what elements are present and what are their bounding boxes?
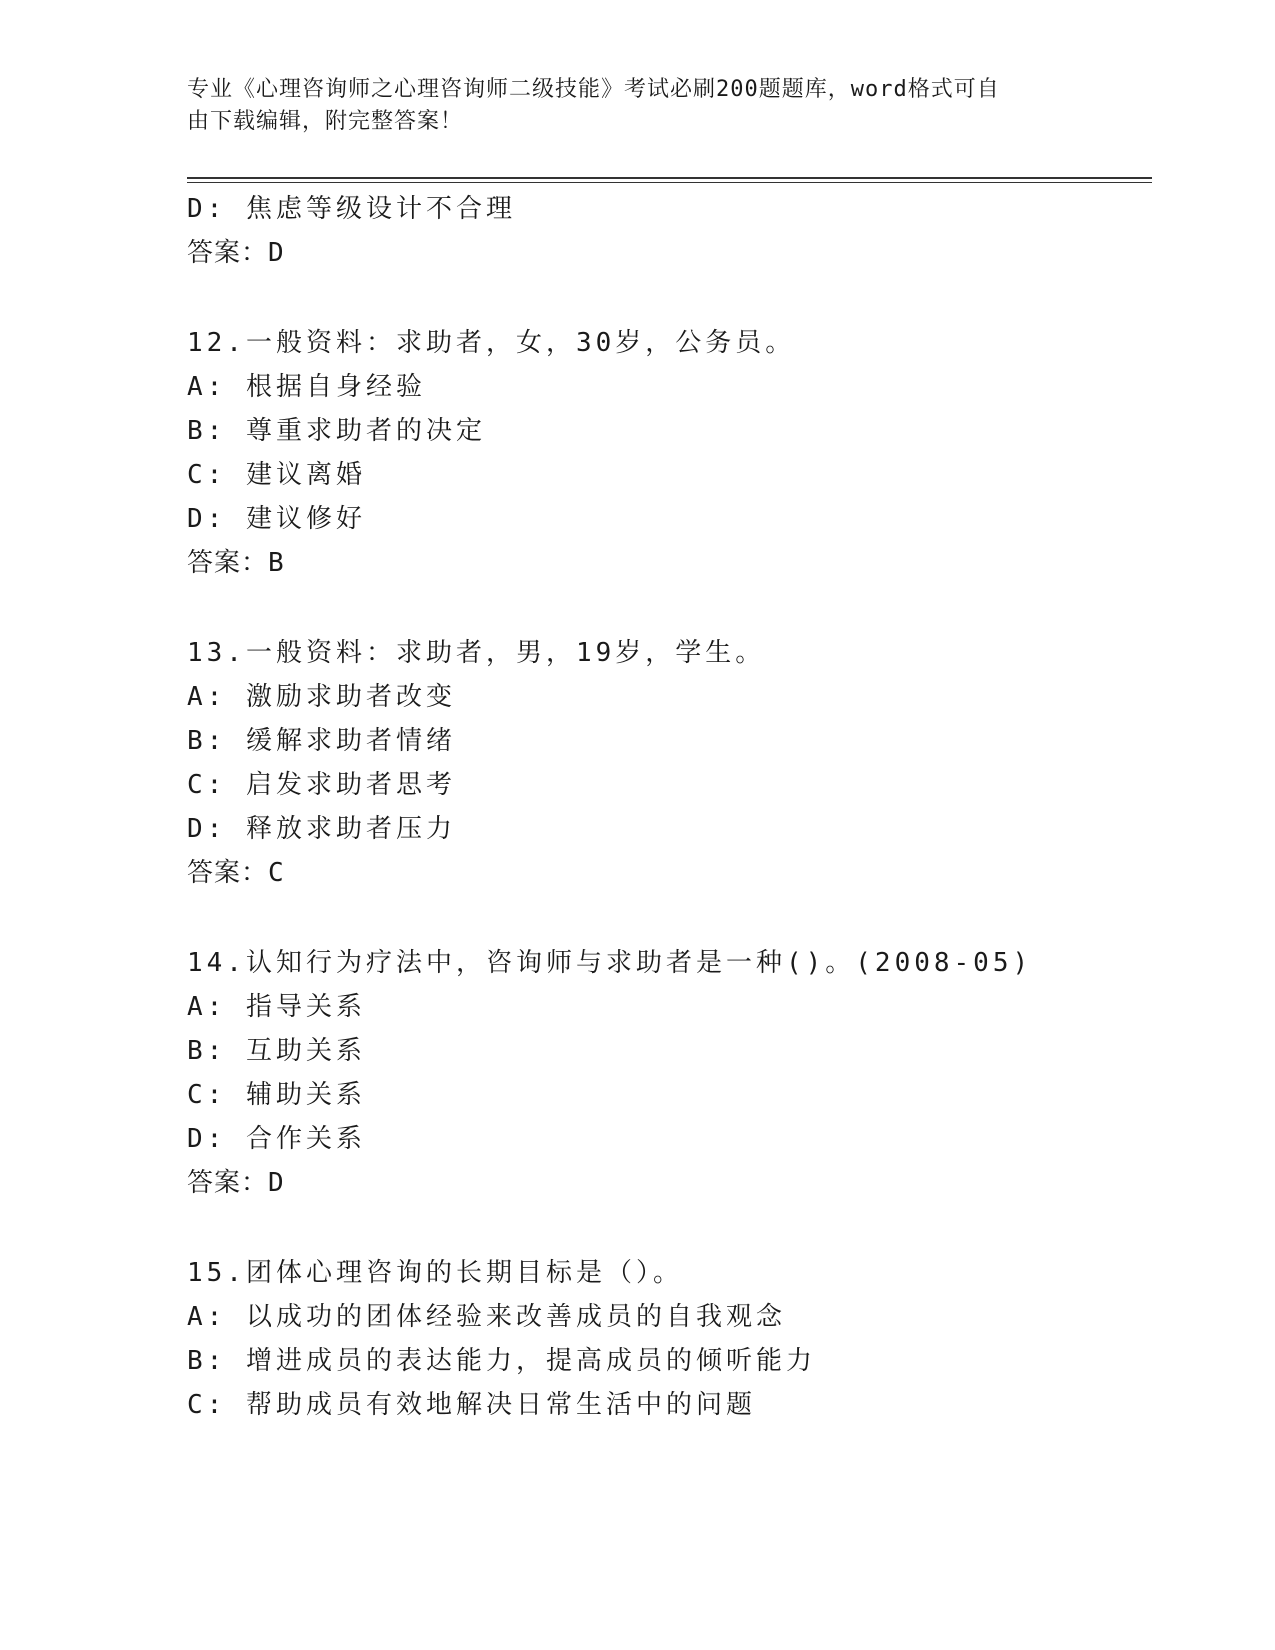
answer-label: 答案： (187, 858, 269, 888)
question-14-option-c: C: 辅助关系 (187, 1080, 366, 1110)
question-14-option-a: A: 指导关系 (187, 992, 366, 1022)
question-12-option-b: B: 尊重求助者的决定 (187, 416, 486, 446)
question-14-option-d: D: 合作关系 (187, 1124, 366, 1154)
question-15-option-a: A: 以成功的团体经验来改善成员的自我观念 (187, 1302, 786, 1332)
question-13-option-c: C: 启发求助者思考 (187, 770, 456, 800)
header-line-2: 由下载编辑，附完整答案！ (187, 109, 464, 134)
question-13-answer (187, 856, 285, 890)
question-12-option-a: A: 根据自身经验 (187, 372, 426, 402)
prev-option-d: D: 焦虑等级设计不合理 (187, 194, 516, 224)
header-line-1: 专业《心理咨询师之心理咨询师二级技能》考试必刷200题题库，word格式可自 (187, 77, 1000, 102)
header-divider-thin (187, 182, 1152, 183)
answer-label: 答案： (187, 238, 269, 268)
header-divider-thick (187, 177, 1152, 179)
question-12-option-d: D: 建议修好 (187, 504, 366, 534)
answer-label: 答案： (187, 548, 269, 578)
answer-value: B (268, 548, 285, 578)
prev-answer (187, 236, 285, 270)
answer-value: D (268, 238, 285, 268)
answer-value: D (268, 1168, 285, 1198)
question-12-answer (187, 546, 285, 580)
question-13-option-a: A: 激励求助者改变 (187, 682, 456, 712)
question-15-stem: 15.团体心理咨询的长期目标是（）。 (187, 1258, 683, 1288)
question-14-option-b: B: 互助关系 (187, 1036, 366, 1066)
question-15-option-b: B: 增进成员的表达能力，提高成员的倾听能力 (187, 1346, 816, 1376)
document-header (187, 74, 1067, 138)
answer-label: 答案： (187, 1168, 269, 1198)
question-12-stem: 12.一般资料：求助者，女，30岁，公务员。 (187, 328, 796, 358)
question-12-option-c: C: 建议离婚 (187, 460, 366, 490)
question-14-stem: 14.认知行为疗法中，咨询师与求助者是一种()。(2008-05) (187, 948, 1033, 978)
answer-value: C (268, 858, 285, 888)
question-13-option-b: B: 缓解求助者情绪 (187, 726, 456, 756)
question-15-option-c: C: 帮助成员有效地解决日常生活中的问题 (187, 1390, 756, 1420)
question-13-stem: 13.一般资料：求助者，男，19岁，学生。 (187, 638, 766, 668)
question-13-option-d: D: 释放求助者压力 (187, 814, 456, 844)
question-14-answer (187, 1166, 285, 1200)
